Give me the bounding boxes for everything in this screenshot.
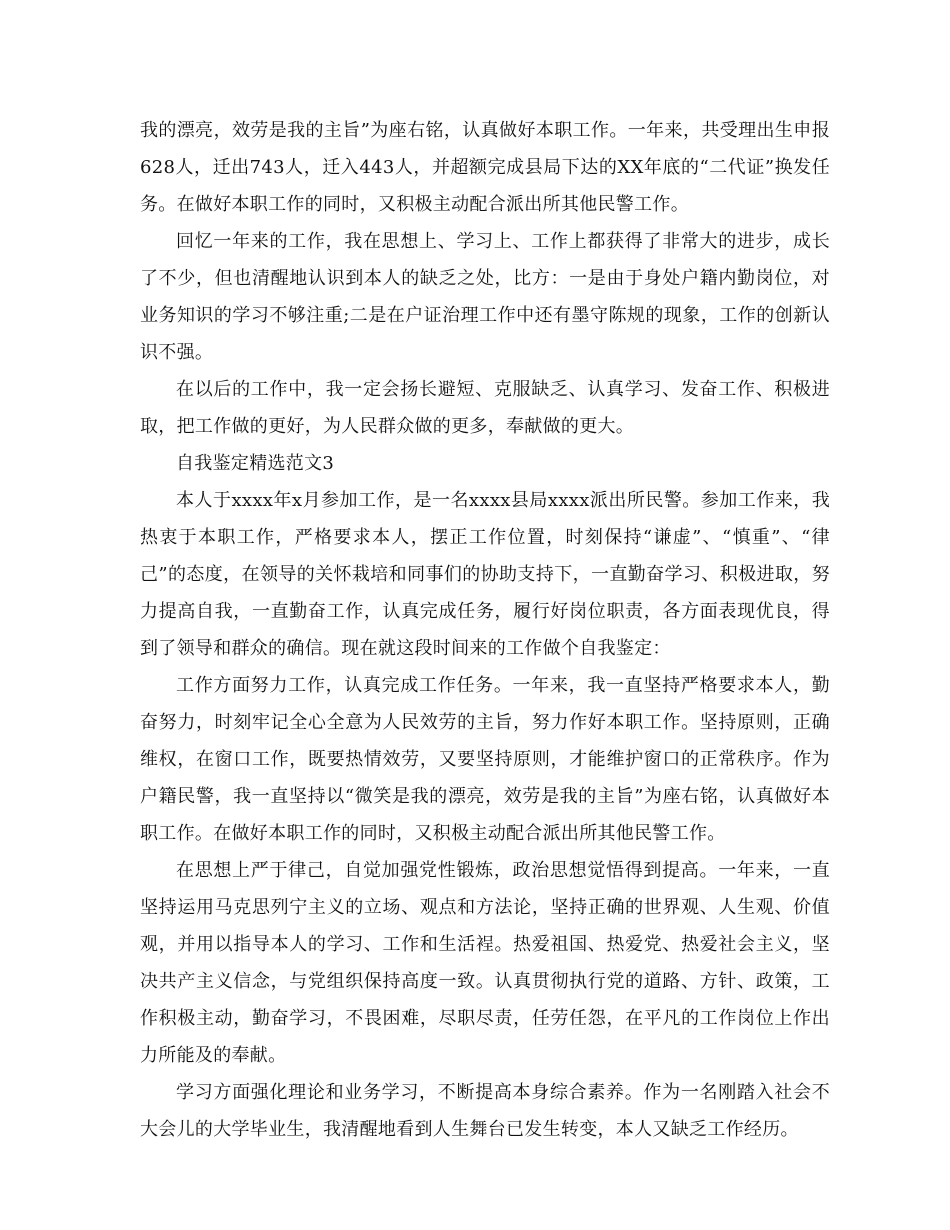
- paragraph-study: 学习方面强化理论和业务学习，不断提高本身综合素养。作为一名刚踏入社会不大会儿的大学毕业生，我清醒地看到人生舞台已发生转变，本人又缺乏工作经历。: [140, 1082, 830, 1140]
- paragraph-work: 工作方面努力工作，认真完成工作任务。一年来，我一直坚持严格要求本人，勤奋努力，时刻牢记全心全意为人民效劳的主旨，努力作好本职工作。坚持原则，正确维权，在窗口工作，既要热情效劳，又要坚持原则，才能维护窗口的正常秩序。作为户籍民警，我一直坚持以“微笑是我的漂亮，效劳是我的主旨”为座右铭，认真做好本职工作。在做好本职工作的同时，又积极主动配合派出所其他民警工作。: [140, 675, 830, 844]
- section-heading: 自我鉴定精选范文3: [176, 453, 335, 474]
- paragraph-ideology: 在思想上严于律己，自觉加强党性锻炼，政治思想觉悟得到提高。一年来，一直坚持运用马克思列宁主义的立场、观点和方法论，坚持正确的世界观、人生观、价值观，并用以指导本人的学习、工作和生活裎。热爱祖国、热爱党、热爱社会主义，坚决共产主义信念，与党组织保持高度一致。认真贯彻执行党的道路、方针、政策，工作积极主动，勤奋学习，不畏困难，尽职尽责，任劳任怨，在平凡的工作岗位上作出力所能及的奉献。: [140, 860, 830, 1066]
- paragraph-introduction: 本人于xxxx年x月参加工作，是一名xxxx县局xxxx派出所民警。参加工作来，我热衷于本职工作，严格要求本人，摆正工作位置，时刻保持“谦虚”、“慎重”、“律己”的态度，在领导的关怀栽培和同事们的协助支持下，一直勤奋学习、积极进取，努力提高自我，一直勤奋工作，认真完成任务，履行好岗位职责，各方面表现优良，得到了领导和群众的确信。现在就这段时间来的工作做个自我鉴定：: [140, 490, 830, 659]
- paragraph-continuation: 我的漂亮，效劳是我的主旨”为座右铭，认真做好本职工作。一年来，共受理出生申报628人，迁出743人，迁入443人，并超额完成县局下达的XX年底的“二代证”换发任务。在做好本职工作的同时，又积极主动配合派出所其他民警工作。: [140, 120, 830, 215]
- paragraph-future-plan: 在以后的工作中，我一定会扬长避短、克服缺乏、认真学习、发奋工作、积极进取，把工作做的更好，为人民群众做的更多，奉献做的更大。: [140, 379, 830, 437]
- paragraph-reflection: 回忆一年来的工作，我在思想上、学习上、工作上都获得了非常大的进步，成长了不少，但也清醒地认识到本人的缺乏之处，比方：一是由于身处户籍内勤岗位，对业务知识的学习不够注重;二是在户证治理工作中还有墨守陈规的现象，工作的创新认识不强。: [140, 231, 830, 363]
- document-body: [140, 112, 830, 1148]
